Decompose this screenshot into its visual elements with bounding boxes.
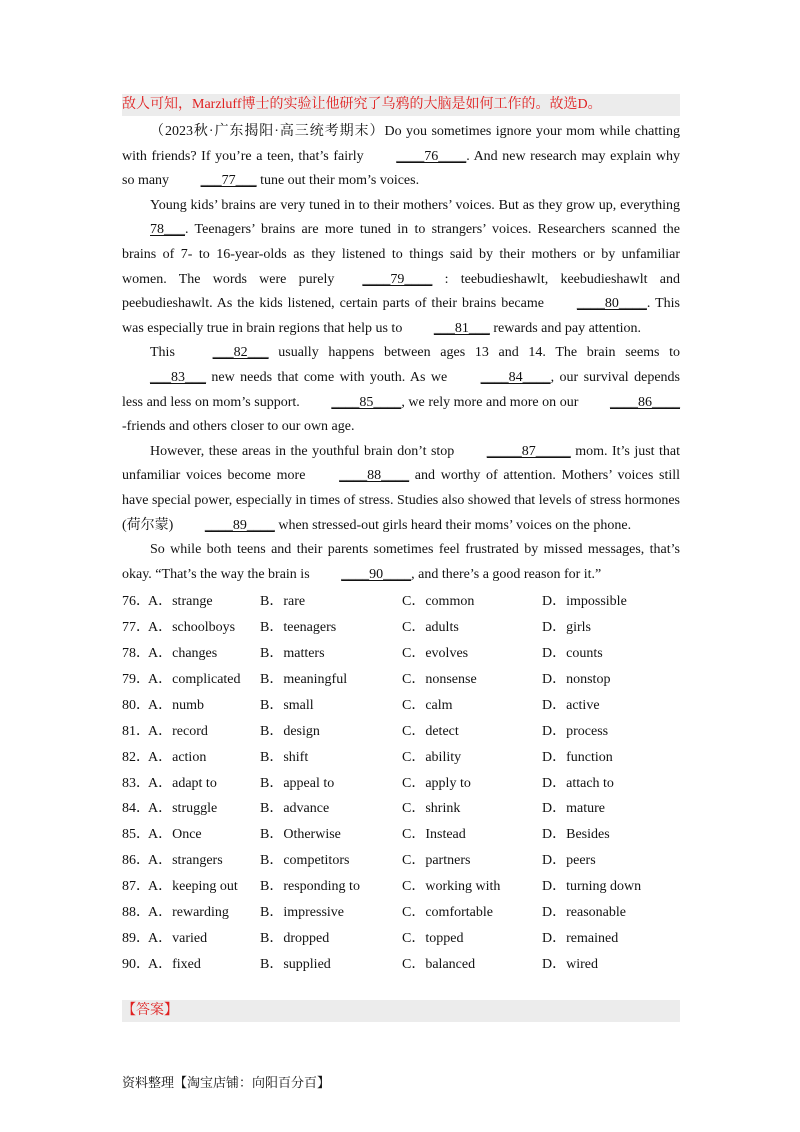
blank-89: ____89____ — [204, 517, 275, 533]
option-d: D．peers — [542, 853, 596, 869]
blank-84: ____84____ — [480, 369, 551, 385]
option-a: A．keeping out — [148, 879, 238, 895]
question-number: 85． — [122, 827, 150, 843]
text: new needs that come with youth. As we — [206, 369, 453, 385]
passage-paragraph-5 — [122, 538, 680, 587]
text: usually happens between ages 13 and 14. The brain seems to — [268, 345, 680, 361]
option-b: B．competitors — [260, 853, 350, 869]
text: tune out their mom’s voices. — [256, 173, 420, 189]
option-d: D．impossible — [542, 594, 627, 610]
option-a: A．strangers — [148, 853, 223, 869]
text: However, these areas in the youthful brain don’t stop — [150, 443, 459, 459]
option-c: C．comfortable — [402, 904, 493, 920]
option-c: C．shrink — [402, 801, 461, 817]
option-a: A．changes — [148, 646, 218, 662]
question-number: 78． — [122, 646, 150, 662]
option-c: C．partners — [402, 853, 471, 869]
option-c: C．nonsense — [402, 671, 477, 687]
option-b: B．meaningful — [260, 671, 348, 687]
blank-77: ___77___ — [200, 173, 257, 189]
text: . Teenagers’ brains are more tuned in to strangers’ voices. Researchers scanned the brains of 7- to 16-year-olds as they listened to things said by their mothers or by unfamiliar women. The words were purely — [122, 222, 680, 287]
text: , our survival depends less and less on mom’s support. — [122, 369, 680, 410]
answer-heading: 【答案】 — [122, 1000, 680, 1022]
blank-79: ____79____ — [362, 271, 433, 287]
option-d: D．mature — [542, 801, 605, 817]
option-c: C．adults — [402, 620, 459, 636]
option-b: B．small — [260, 697, 314, 713]
question-number: 82． — [122, 749, 150, 765]
option-c: C．common — [402, 594, 475, 610]
question-number: 84． — [122, 801, 150, 817]
option-row-87 — [122, 874, 680, 900]
option-a: A．struggle — [148, 801, 218, 817]
option-d: D．wired — [542, 956, 598, 972]
question-number: 79． — [122, 671, 150, 687]
option-d: D．function — [542, 749, 613, 765]
text: , and there’s a good reason for it.” — [411, 566, 602, 582]
question-number: 89． — [122, 930, 150, 946]
option-c: C．Instead — [402, 827, 466, 843]
question-number: 76． — [122, 594, 150, 610]
text: mom. It’s just that unfamiliar voices become more — [122, 443, 681, 484]
question-number: 86． — [122, 853, 150, 869]
option-a: A．varied — [148, 930, 208, 946]
option-b: B．appeal to — [260, 775, 335, 791]
text: . This was especially true in brain regions that help us to — [122, 296, 680, 336]
option-d: D．reasonable — [542, 904, 626, 920]
option-c: C．working with — [402, 879, 501, 895]
option-a: A．complicated — [148, 671, 241, 687]
text: （2023秋·广东揭阳·高三统考期末）Do you sometimes ignore your mom while chatting with friends? If you’re a teen, that’s fairly — [122, 124, 680, 164]
option-a: A．record — [148, 723, 208, 739]
option-a: A．Once — [148, 827, 202, 843]
blank-81: ___81___ — [433, 320, 490, 336]
option-row-79 — [122, 667, 680, 693]
option-b: B．teenagers — [260, 620, 337, 636]
blank-78: 78___ — [150, 222, 185, 238]
option-row-89 — [122, 926, 680, 952]
option-a: A．action — [148, 749, 207, 765]
footer-credit: 资料整理【淘宝店铺：向阳百分百】 — [122, 1075, 331, 1090]
option-row-81 — [122, 719, 680, 745]
text: rewards and pay attention. — [489, 320, 642, 336]
option-row-80 — [122, 693, 680, 719]
blank-87: _____87_____ — [486, 443, 571, 459]
option-c: C．evolves — [402, 646, 469, 662]
option-c: C．detect — [402, 723, 459, 739]
option-b: B．Otherwise — [260, 827, 341, 843]
text: when stressed-out girls heard their moms’ voices on the phone. — [274, 517, 632, 533]
question-number: 77． — [122, 620, 150, 636]
option-a: A．numb — [148, 697, 204, 713]
blank-85: ____85____ — [331, 394, 402, 410]
option-row-82 — [122, 745, 680, 771]
blank-86: ____86____ — [610, 394, 680, 410]
option-b: B．dropped — [260, 930, 330, 946]
option-b: B．shift — [260, 749, 309, 765]
option-c: C．apply to — [402, 775, 471, 791]
option-d: D．counts — [542, 646, 603, 662]
option-row-84 — [122, 796, 680, 822]
option-c: C．ability — [402, 749, 462, 765]
option-row-83 — [122, 771, 680, 797]
option-row-90 — [122, 952, 680, 978]
text: . And new research may explain why so many — [122, 148, 680, 189]
option-c: C．balanced — [402, 956, 476, 972]
option-b: B．matters — [260, 646, 325, 662]
option-row-88 — [122, 900, 680, 926]
option-d: D．process — [542, 723, 609, 739]
question-number: 90． — [122, 956, 150, 972]
text: -friends and others closer to our own age. — [122, 419, 355, 435]
option-d: D．turning down — [542, 879, 642, 895]
option-b: B．advance — [260, 801, 330, 817]
option-d: D．remained — [542, 930, 619, 946]
option-d: D．Besides — [542, 827, 610, 843]
document-page — [122, 94, 680, 978]
option-b: B．rare — [260, 594, 306, 610]
option-row-77 — [122, 615, 680, 641]
option-b: B．responding to — [260, 879, 360, 895]
text: , we rely more and more on our — [401, 394, 582, 410]
option-a: A．strange — [148, 594, 213, 610]
text: So while both teens and their parents sometimes feel frustrated by missed messages, that’s okay. “That’s the way the brain is — [122, 542, 680, 582]
option-d: D．active — [542, 697, 600, 713]
passage-paragraph-4 — [122, 440, 680, 538]
blank-90: ____90____ — [341, 566, 412, 582]
question-number: 80． — [122, 697, 150, 713]
passage-paragraph-1 — [122, 120, 680, 194]
blank-82: ___82___ — [212, 345, 269, 361]
option-c: C．topped — [402, 930, 464, 946]
blank-76: ____76____ — [396, 148, 467, 164]
option-row-78 — [122, 641, 680, 667]
option-row-76 — [122, 589, 680, 615]
text: This — [150, 345, 185, 361]
passage-paragraph-3 — [122, 341, 680, 439]
option-b: B．impressive — [260, 904, 344, 920]
prev-answer-explanation: 敌人可知，Marzluff博士的实验让他研究了乌鸦的大脑是如何工作的。故选D。 — [122, 94, 680, 116]
question-number: 87． — [122, 879, 150, 895]
option-d: D．girls — [542, 620, 591, 636]
text: and worthy of attention. Mothers’ voices still have special power, especially in times of stress. Studies also showed that levels of stress hormones (荷尔蒙) — [122, 468, 680, 533]
option-a: A．rewarding — [148, 904, 229, 920]
question-number: 83． — [122, 775, 150, 791]
option-d: D．attach to — [542, 775, 614, 791]
blank-80: ____80____ — [576, 296, 647, 312]
question-number: 88． — [122, 904, 150, 920]
text: Young kids’ brains are very tuned in to their mothers’ voices. But as they grow up, everything — [150, 197, 680, 213]
option-b: B．design — [260, 723, 320, 739]
option-a: A．adapt to — [148, 775, 217, 791]
option-d: D．nonstop — [542, 671, 611, 687]
question-number: 81． — [122, 723, 150, 739]
blank-88: ____88____ — [339, 468, 410, 484]
option-a: A．fixed — [148, 956, 201, 972]
blank-83: ___83___ — [150, 369, 206, 385]
option-b: B．supplied — [260, 956, 331, 972]
text: : teebudieshawlt, keebudieshawlt and peebudieshawlt. As the kids listened, certain parts of their brains became — [122, 271, 680, 312]
options-list — [122, 589, 680, 977]
option-row-85 — [122, 822, 680, 848]
option-row-86 — [122, 848, 680, 874]
passage-paragraph-2 — [122, 194, 680, 342]
option-a: A．schoolboys — [148, 620, 236, 636]
option-c: C．calm — [402, 697, 453, 713]
